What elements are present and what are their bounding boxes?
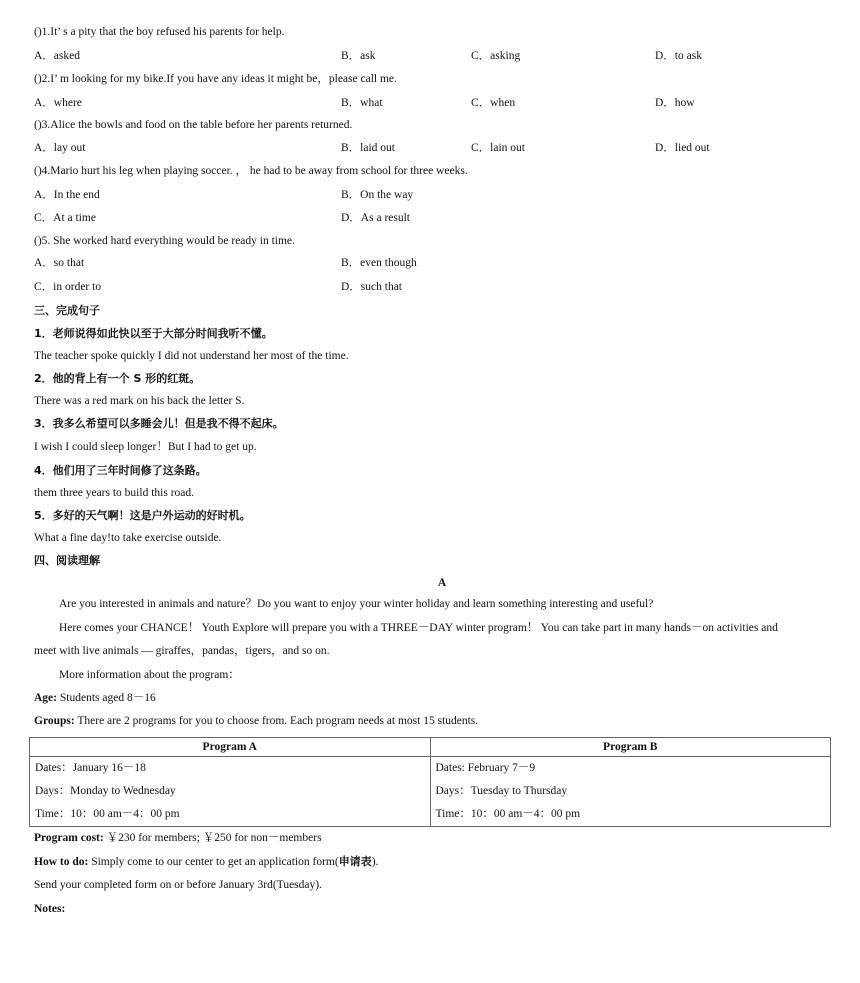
- q5-option-a: A．so that: [34, 257, 85, 269]
- sentence-3-en: I wish I could sleep longer！But I had to get up.: [34, 441, 257, 453]
- program-b-dates: Dates: February 7－9: [430, 757, 831, 781]
- question-1-stem: ()1.It’ s a pity that the boy refused his parents for help.: [34, 26, 285, 38]
- sentence-1-cn: 1．老师说得如此快以至于大部分时间我听不懂。: [34, 327, 273, 340]
- sentence-4-en: them three years to build this road.: [34, 487, 195, 499]
- q3-option-d: D．lied out: [655, 142, 710, 154]
- program-table: [29, 737, 831, 827]
- age-value: Students aged 8－16: [57, 692, 156, 704]
- program-cost-label: Program cost:: [34, 832, 104, 844]
- q5-option-c: C．in order to: [34, 281, 102, 293]
- q1-option-d: D．to ask: [655, 50, 702, 62]
- sentence-2-en: There was a red mark on his back the letter S.: [34, 395, 245, 407]
- how-to-value: Simply come to our center to get an application form(: [88, 856, 339, 868]
- sentence-2-cn: 2．他的背上有一个 S 形的红斑。: [34, 372, 201, 385]
- section-4-title: 四、阅读理解: [34, 554, 100, 567]
- program-a-time: Time：10：00 am－4：00 pm: [30, 803, 431, 827]
- sentence-5-cn: 5．多好的天气啊！这是户外运动的好时机。: [34, 509, 251, 522]
- q4-option-c: C．At a time: [34, 212, 96, 224]
- q2-option-d: D．how: [655, 97, 695, 109]
- program-b-days: Days：Tuesday to Thursday: [430, 780, 831, 803]
- section-3-title: 三、完成句子: [34, 304, 100, 317]
- program-b-header: Program B: [430, 738, 831, 757]
- question-2-stem: ()2.I’ m looking for my bike.If you have any ideas it might be，please call me.: [34, 73, 397, 85]
- sentence-5-en: What a fine day!to take exercise outside.: [34, 532, 222, 544]
- question-5-stem: ()5. She worked hard everything would be ready in time.: [34, 235, 295, 247]
- q4-option-a: A．In the end: [34, 189, 100, 201]
- passage-paragraph-2-line-2: meet with live animals — giraffes，pandas，tigers，and so on.: [34, 645, 330, 657]
- q2-option-a: A．where: [34, 97, 82, 109]
- program-a-header: Program A: [30, 738, 431, 757]
- notes-label: Notes:: [34, 903, 66, 915]
- how-to-end: ).: [371, 856, 379, 868]
- q5-option-d: D．such that: [341, 281, 403, 293]
- question-3-stem: ()3.Alice the bowls and food on the table before her parents returned.: [34, 119, 353, 131]
- how-to-cn: 申请表: [338, 855, 372, 868]
- sentence-4-cn: 4．他们用了三年时间修了这条路。: [34, 464, 207, 477]
- q1-option-b: B．ask: [341, 50, 376, 62]
- send-form-line: Send your completed form on or before January 3rd(Tuesday).: [34, 879, 322, 891]
- age-label: Age:: [34, 692, 57, 704]
- q4-option-d: D．As a result: [341, 212, 410, 224]
- q2-option-c: C．when: [471, 97, 516, 109]
- passage-paragraph-1: Are you interested in animals and nature？Do you want to enjoy your winter holiday and learn something interesting and useful?: [59, 598, 654, 610]
- passage-paragraph-3: More information about the program：: [59, 669, 240, 681]
- q4-option-b: B．On the way: [341, 189, 414, 201]
- program-cost-value: ￥230 for members; ￥250 for non－members: [103, 832, 322, 844]
- q3-option-a: A．lay out: [34, 142, 86, 154]
- program-cost-line: [34, 833, 322, 845]
- q1-option-a: A．asked: [34, 50, 80, 62]
- program-a-days: Days：Monday to Wednesday: [30, 780, 431, 803]
- sentence-3-cn: 3．我多么希望可以多睡会儿！但是我不得不起床。: [34, 417, 284, 430]
- q3-option-c: C．lain out: [471, 142, 525, 154]
- q3-option-b: B．laid out: [341, 142, 395, 154]
- age-line: [34, 693, 156, 705]
- passage-paragraph-2-line-1: Here comes your CHANCE！ Youth Explore will prepare you with a THREE－DAY winter program！ You can take part in many hands－on activities and: [59, 622, 778, 634]
- groups-label: Groups:: [34, 715, 75, 727]
- program-a-dates: Dates：January 16－18: [30, 757, 431, 781]
- how-to-line: [34, 856, 378, 869]
- program-b-time: Time：10：00 am－4：00 pm: [430, 803, 831, 827]
- q2-option-b: B．what: [341, 97, 383, 109]
- question-4-stem: ()4.Mario hurt his leg when playing soccer. ， he had to be away from school for three weeks.: [34, 165, 468, 177]
- groups-value: There are 2 programs for you to choose from. Each program needs at most 15 students.: [74, 715, 479, 727]
- sentence-1-en: The teacher spoke quickly I did not understand her most of the time.: [34, 350, 349, 362]
- q1-option-c: C．asking: [471, 50, 521, 62]
- q5-option-b: B．even though: [341, 257, 417, 269]
- how-to-label: How to do:: [34, 856, 89, 868]
- passage-label: A: [437, 577, 447, 589]
- groups-line: [34, 716, 478, 728]
